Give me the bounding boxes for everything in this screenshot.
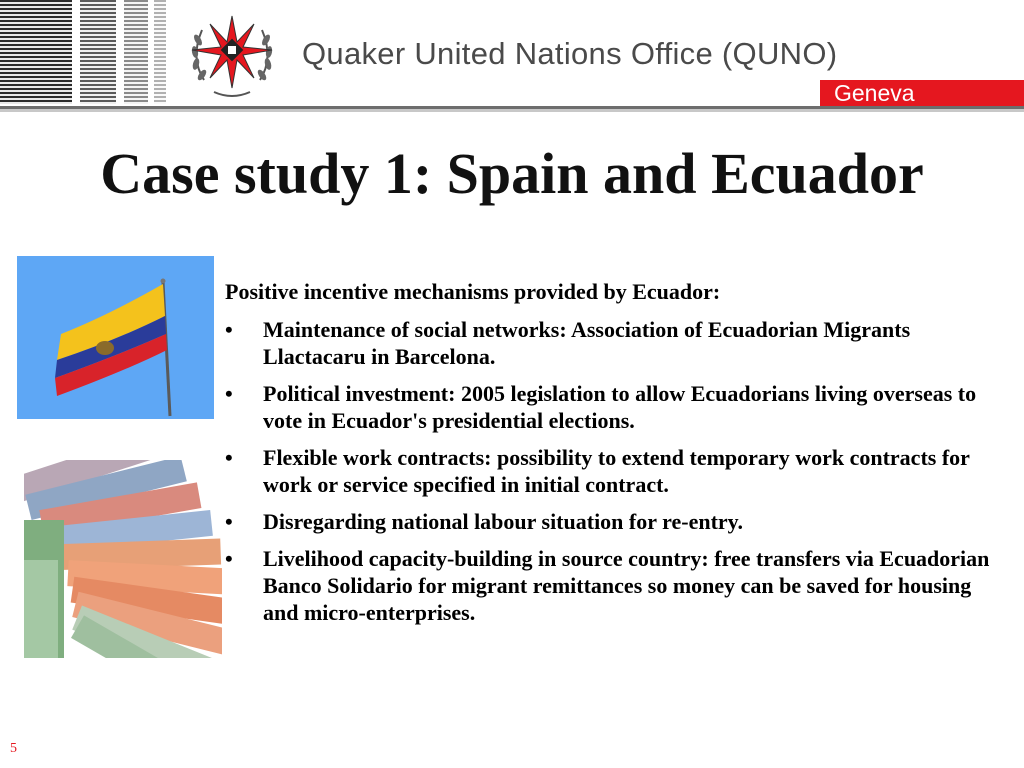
list-item <box>225 316 995 370</box>
header-stripes <box>0 0 72 104</box>
bullet-text: Livelihood capacity-building in source country: free transfers via Ecuadorian Banco Solidario for migrant remittances so money can be saved for housing and micro-enterprises. <box>263 546 990 625</box>
slide-title: Case study 1: Spain and Ecuador <box>100 141 924 206</box>
bullet-list <box>225 316 995 626</box>
slide-body <box>225 278 995 636</box>
bullet-icon: • <box>225 381 233 406</box>
list-item <box>225 508 995 535</box>
slide-header <box>0 0 1024 112</box>
header-divider-shadow <box>0 109 1024 112</box>
bullet-icon: • <box>225 509 233 534</box>
bullet-text: Flexible work contracts: possibility to extend temporary work contracts for work or service specified in initial contract. <box>263 445 970 497</box>
bullet-text: Maintenance of social networks: Association of Ecuadorian Migrants Llactacaru in Barcelona. <box>263 317 911 369</box>
intro-text: Positive incentive mechanisms provided by Ecuador: <box>225 279 721 304</box>
header-stripes <box>124 0 148 104</box>
page-number: 5 <box>10 741 17 756</box>
flag-icon <box>17 256 214 419</box>
location-label: Geneva <box>834 80 915 106</box>
header-stripes <box>154 0 166 104</box>
euro-banknotes-image <box>24 460 222 658</box>
banknotes-icon <box>24 460 222 658</box>
list-item <box>225 545 995 626</box>
location-banner <box>820 80 1024 106</box>
bullet-icon: • <box>225 317 233 342</box>
ecuador-flag-image <box>17 256 214 419</box>
header-stripes <box>80 0 116 104</box>
list-item <box>225 444 995 498</box>
bullet-text: Political investment: 2005 legislation to allow Ecuadorians living overseas to vote in Ecuador's presidential elections. <box>263 381 977 433</box>
bullet-icon: • <box>225 546 233 571</box>
list-item <box>225 380 995 434</box>
organization-name: Quaker United Nations Office (QUNO) <box>302 36 838 71</box>
quno-logo-icon <box>184 10 280 100</box>
bullet-text: Disregarding national labour situation for re-entry. <box>263 509 743 534</box>
bullet-icon: • <box>225 445 233 470</box>
